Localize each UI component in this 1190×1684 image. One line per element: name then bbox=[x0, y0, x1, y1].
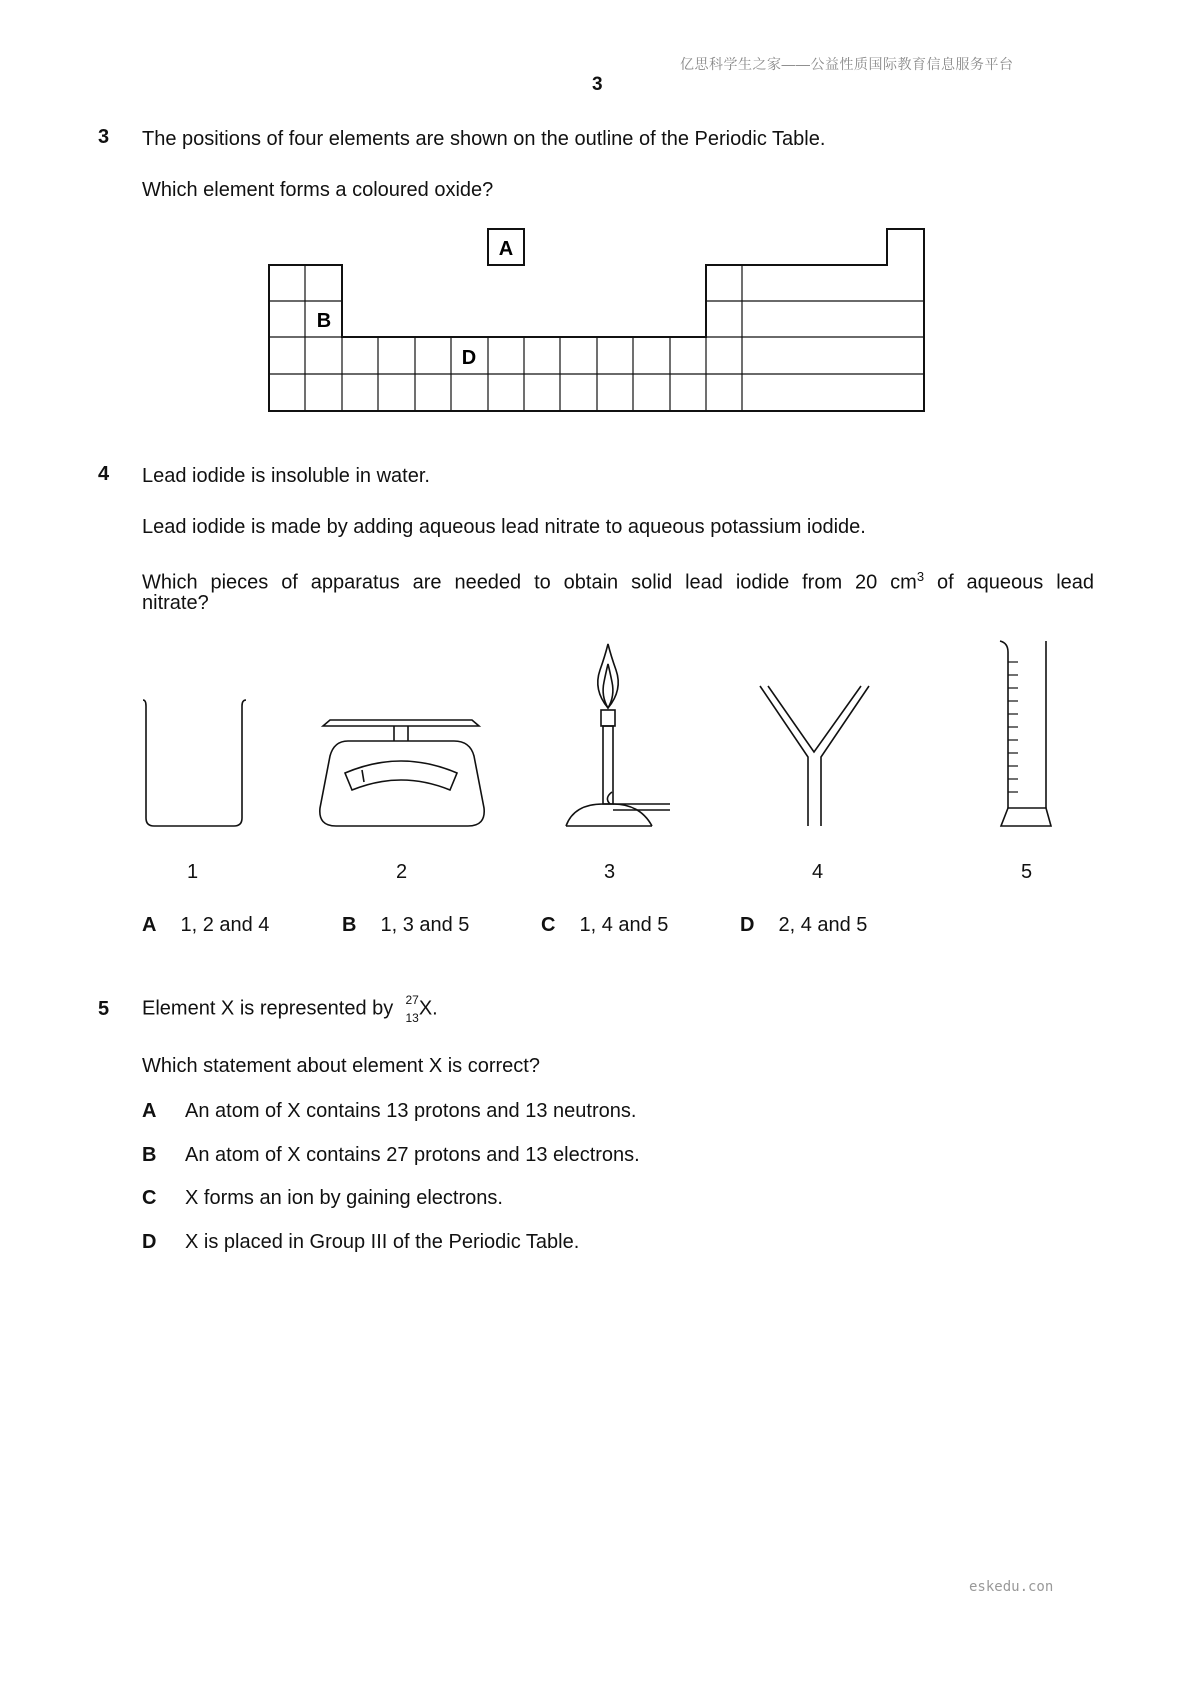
element-b-label: B bbox=[316, 310, 332, 332]
filter-funnel-icon bbox=[760, 686, 869, 826]
question-5-option-c[interactable]: C X forms an ion by gaining electrons. bbox=[142, 1187, 503, 1209]
question-4-option-c[interactable]: C 1, 4 and 5 bbox=[541, 914, 669, 936]
apparatus-label-2: 2 bbox=[396, 861, 408, 883]
footer-site: eskedu.con bbox=[969, 1579, 1054, 1595]
apparatus-label-4: 4 bbox=[812, 861, 824, 883]
apparatus-label-3: 3 bbox=[604, 861, 616, 883]
measuring-cylinder-icon bbox=[1000, 641, 1051, 826]
bunsen-burner-icon bbox=[566, 644, 670, 826]
apparatus-label-1: 1 bbox=[187, 861, 199, 883]
question-4-prompt-line-1: Which pieces of apparatus are needed to obtain solid lead iodide from 20 $cm^3$ of aqueous lead bbox=[142, 569, 1095, 594]
question-4-statement-2: Lead iodide is made by adding aqueous lead nitrate to aqueous potassium iodide. bbox=[142, 516, 866, 538]
element-a-label: A bbox=[498, 238, 514, 260]
beaker-icon bbox=[143, 700, 246, 826]
element-d-label: D bbox=[461, 347, 477, 369]
question-3-statement: The positions of four elements are shown on the outline of the Periodic Table. bbox=[142, 128, 826, 150]
question-4-option-d[interactable]: D 2, 4 and 5 bbox=[740, 914, 868, 936]
page-number: 3 bbox=[592, 74, 603, 95]
question-5-option-d[interactable]: D X is placed in Group III of the Periodic Table. bbox=[142, 1231, 580, 1253]
question-4-option-a[interactable]: A 1, 2 and 4 bbox=[142, 914, 270, 936]
question-3-prompt: Which element forms a coloured oxide? bbox=[142, 179, 494, 201]
question-4-statement-1: Lead iodide is insoluble in water. bbox=[142, 465, 430, 487]
question-number-4: 4 bbox=[98, 463, 110, 485]
question-number-5: 5 bbox=[98, 998, 110, 1020]
question-5-option-a[interactable]: A An atom of X contains 13 protons and 13 neutrons. bbox=[142, 1100, 637, 1122]
isotope-notation: 27 13 bbox=[405, 993, 419, 1025]
question-5-prompt: Which statement about element X is correct? bbox=[142, 1055, 540, 1077]
watermark: 亿思科学生之家——公益性质国际教育信息服务平台 bbox=[680, 56, 1014, 72]
question-4-option-b[interactable]: B 1, 3 and 5 bbox=[342, 914, 470, 936]
question-5-statement: Element X is represented by 27 13 X. bbox=[142, 993, 438, 1025]
question-number-3: 3 bbox=[98, 126, 110, 148]
apparatus-label-5: 5 bbox=[1021, 861, 1033, 883]
question-4-prompt-line-2: nitrate? bbox=[142, 592, 209, 614]
balance-icon bbox=[320, 720, 484, 826]
question-5-option-b[interactable]: B An atom of X contains 27 protons and 13 electrons. bbox=[142, 1144, 640, 1166]
